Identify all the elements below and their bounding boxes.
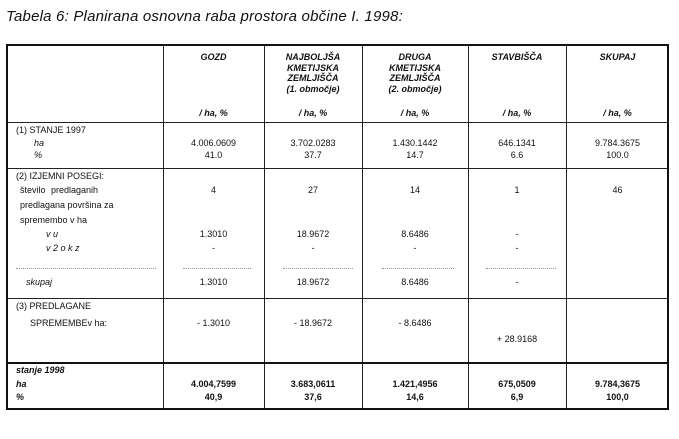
cell-value: 675,0509 (498, 379, 536, 389)
column-divider (163, 46, 164, 408)
cell-value: 14.7 (406, 150, 424, 160)
row-label-ha: ha (34, 138, 45, 148)
cell-value: 18.9672 (296, 277, 330, 287)
col-header-stavbisca: STAVBIŠČA (491, 52, 543, 62)
dotted-separator (486, 268, 556, 269)
cell-value: 4.006.0609 (190, 138, 237, 148)
row-label-pct: % (16, 392, 25, 402)
cell-value: 9.784.3675 (594, 138, 641, 148)
cell-value: - (413, 243, 417, 253)
dotted-separator (283, 268, 353, 269)
col-header-gozd: GOZD (200, 52, 227, 62)
cell-value: 14,6 (406, 392, 424, 402)
section-label: SPREMEMBEv ha: (30, 318, 108, 328)
cell-value: 41.0 (204, 150, 223, 160)
cell-value: 1.430.1442 (392, 138, 438, 148)
cell-value: 1.3010 (199, 277, 228, 287)
section-label: (3) PREDLAGANE (16, 301, 92, 311)
table-title: Tabela 6: Planirana osnovna raba prostora občine I. 1998: (6, 8, 403, 25)
dotted-separator (382, 268, 454, 269)
row-label-area: predlagana površina za (20, 200, 114, 210)
column-divider (468, 46, 469, 408)
cell-value: 3.683,0611 (290, 379, 336, 389)
section-label: stanje 1998 (16, 365, 65, 375)
column-divider (362, 46, 363, 408)
row-label-vu: v u (46, 229, 59, 239)
section-label: (1) STANJE 1997 (16, 125, 86, 135)
cell-value: - (212, 243, 215, 253)
row-divider (8, 168, 667, 169)
cell-value: - 8.6486 (398, 318, 432, 328)
cell-value: 1.421,4956 (392, 379, 438, 389)
row-label-pct: % (34, 150, 43, 160)
row-divider (8, 298, 667, 299)
cell-value: 37,6 (304, 392, 322, 402)
cell-value: - 18.9672 (293, 318, 333, 328)
cell-value: 14 (409, 185, 420, 195)
row-label-v2okz: v 2 o k z (46, 243, 80, 253)
col-unit: / ha, % (502, 108, 532, 118)
dotted-separator (183, 268, 251, 269)
row-divider (8, 122, 667, 123)
cell-value: 46 (612, 185, 623, 195)
col-header-najboljsa: NAJBOLJŠA KMETIJSKA ZEMLJIŠČA (1. območje) (285, 52, 341, 94)
col-unit: / ha, % (603, 108, 632, 118)
dotted-separator (16, 268, 156, 269)
cell-value: 8.6486 (401, 277, 429, 287)
col-header-skupaj: SKUPAJ (599, 52, 636, 62)
column-divider (264, 46, 265, 408)
cell-value: 6.6 (510, 150, 524, 160)
cell-value: 18.9672 (296, 229, 330, 239)
cell-value: 6,9 (510, 392, 524, 402)
cell-value: - (311, 243, 315, 253)
col-header-druga: DRUGA KMETIJSKA ZEMLJIŠČA (2. območje) (388, 52, 442, 94)
row-label-count: število predlaganih (20, 185, 99, 195)
row-divider (8, 362, 667, 364)
cell-value: 4 (210, 185, 216, 195)
cell-value: 27 (307, 185, 318, 195)
col-unit: / ha, % (298, 108, 328, 118)
row-label-sum: skupaj (26, 277, 53, 287)
col-unit: / ha, % (199, 108, 228, 118)
cell-value: 100,0 (606, 392, 629, 402)
cell-value: 3.702.0283 (290, 138, 336, 148)
col-unit: / ha, % (400, 108, 430, 118)
column-divider (566, 46, 567, 408)
cell-value: 4.004,7599 (190, 379, 237, 389)
cell-value: 40,9 (204, 392, 223, 402)
row-label-area: spremembo v ha (20, 215, 88, 225)
cell-value: - (515, 277, 519, 287)
cell-value: 37.7 (304, 150, 322, 160)
cell-value: - (515, 229, 519, 239)
cell-value: 1.3010 (199, 229, 228, 239)
cell-value: 9.784,3675 (594, 379, 641, 389)
cell-value: 100.0 (606, 150, 629, 160)
cell-value: 1 (514, 185, 520, 195)
row-label-ha: ha (16, 379, 27, 389)
cell-value: 646.1341 (498, 138, 536, 148)
cell-value: - (515, 243, 519, 253)
cell-value: - 1.3010 (196, 318, 231, 328)
cell-value: + 28.9168 (496, 334, 538, 344)
cell-value: 8.6486 (401, 229, 429, 239)
land-use-table (6, 44, 669, 410)
section-label: (2) IZJEMNI POSEGI: (16, 171, 105, 181)
